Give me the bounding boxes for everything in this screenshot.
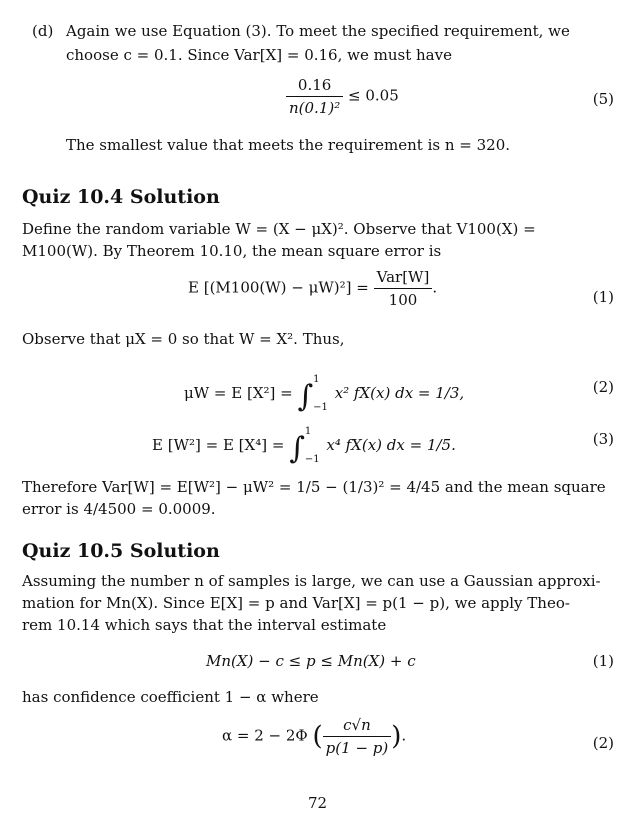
part-d-eq5-fraction xyxy=(286,76,343,117)
quiz-10-4-line-3: Observe that μX = 0 so that W = X². Thus, xyxy=(22,330,345,348)
quiz-10-4-eq3-lhs: E [W²] = E [X⁴] = xyxy=(152,436,285,454)
quiz-10-4-eq3-tag: (3) xyxy=(592,430,614,448)
quiz-10-4-line-1: Define the random variable W = (X − μX)². Observe that V100(X) = xyxy=(22,220,536,238)
quiz-10-4-eq1-numerator: Var[W] xyxy=(374,268,433,289)
quiz-10-5-equation-2 xyxy=(222,716,406,757)
integral-sign: ∫ xyxy=(289,431,305,466)
quiz-10-4-eq1-lhs: E [(M100(W) − μW)²] = xyxy=(188,278,369,297)
integral-limits xyxy=(313,366,328,422)
quiz-10-4-line-5: error is 4/4500 = 0.0009. xyxy=(22,500,216,518)
integral-sign: ∫ xyxy=(297,379,314,414)
integral-lower-limit: −1 xyxy=(304,454,320,465)
integral-upper-limit: 1 xyxy=(313,374,320,385)
quiz-10-4-eq2-rhs: x² fX(x) dx = 1/3, xyxy=(334,384,465,402)
right-paren: ) xyxy=(391,721,402,752)
quiz-10-4-equation-3 xyxy=(152,418,456,474)
part-d-label: (d) xyxy=(32,22,54,40)
page-number: 72 xyxy=(308,794,328,812)
quiz-10-4-equation-1: E [(M100(W) − μW)²] = $\frac{\text{Var[W]}}{100}$ . xyxy=(188,268,438,309)
quiz-10-5-heading: Quiz 10.5 Solution xyxy=(22,540,220,562)
integral-lower-limit: −1 xyxy=(313,402,328,413)
quiz-10-4-eq1-fraction xyxy=(374,268,433,309)
quiz-10-5-eq2-numerator: c√n xyxy=(323,716,392,737)
quiz-10-5-eq2-fraction xyxy=(323,716,392,757)
quiz-10-5-equation-1: Mn(X) − c ≤ p ≤ Mn(X) + c xyxy=(206,652,416,670)
quiz-10-5-eq1-tag: (1) xyxy=(592,652,614,670)
integral-upper-limit: 1 xyxy=(304,426,312,437)
quiz-10-4-line-4: Therefore Var[W] = E[W²] − μW² = 1/5 − (1/3)² = 4/45 and the mean square xyxy=(22,478,606,496)
quiz-10-5-line-3: rem 10.14 which says that the interval estimate xyxy=(22,616,387,634)
quiz-10-5-line-1: Assuming the number n of samples is large, we can use a Gaussian approxi- xyxy=(22,572,601,590)
part-d-eq5-denominator: n(0.1)² xyxy=(289,99,341,117)
quiz-10-4-eq2-tag: (2) xyxy=(592,378,614,396)
quiz-10-4-eq1-denominator: 100 xyxy=(388,291,418,309)
quiz-10-5-eq2-lhs: α = 2 − 2Φ xyxy=(222,726,308,745)
quiz-10-4-line-2: M100(W). By Theorem 10.10, the mean square error is xyxy=(22,242,442,260)
part-d-eq5-numerator: 0.16 xyxy=(286,76,343,97)
quiz-10-5-eq2-tag: (2) xyxy=(592,734,614,752)
quiz-10-5-line-2: mation for Mn(X). Since E[X] = p and Var[X] = p(1 − p), we apply Theo- xyxy=(22,594,570,612)
quiz-10-5-eq2-denominator: p(1 − p) xyxy=(325,739,389,757)
quiz-10-4-eq3-rhs: x⁴ fX(x) dx = 1/5. xyxy=(326,436,456,454)
part-d-eq5-tag: (5) xyxy=(592,90,614,108)
quiz-10-5-line-4: has confidence coefficient 1 − α where xyxy=(22,688,319,706)
integral-limits xyxy=(305,418,320,474)
quiz-10-5-eq2-tail: . xyxy=(401,726,407,745)
part-d-line-1: Again we use Equation (3). To meet the specified requirement, we xyxy=(66,22,570,40)
part-d-line-2: choose c = 0.1. Since Var[X] = 0.16, we must have xyxy=(66,46,452,64)
part-d-eq5-rhs: ≤ 0.05 xyxy=(348,86,399,105)
quiz-10-4-equation-2 xyxy=(184,366,464,422)
quiz-10-4-eq1-tag: (1) xyxy=(592,288,614,306)
quiz-10-4-eq2-lhs: μW = E [X²] = xyxy=(184,384,293,402)
quiz-10-4-heading: Quiz 10.4 Solution xyxy=(22,186,220,208)
part-d-line-3: The smallest value that meets the requirement is n = 320. xyxy=(66,136,511,154)
left-paren: ( xyxy=(312,721,323,752)
part-d-equation-5 xyxy=(286,76,399,117)
